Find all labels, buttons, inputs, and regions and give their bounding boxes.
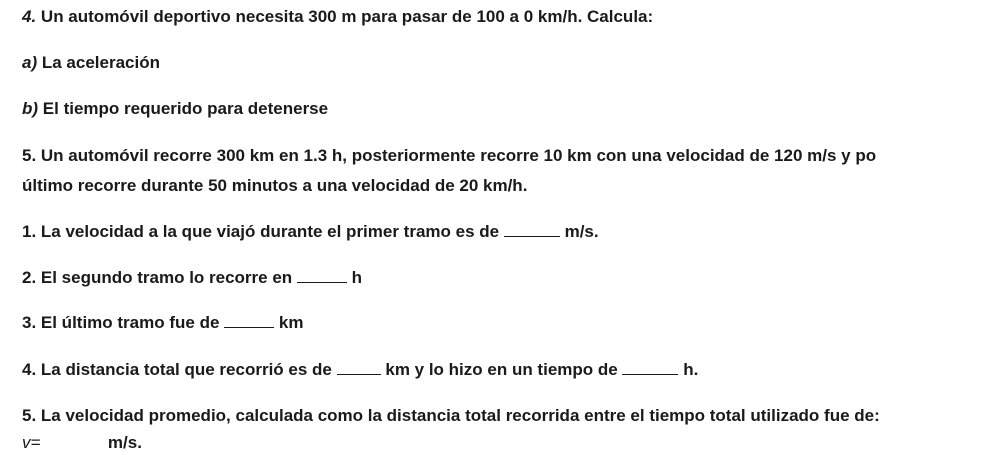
question-4-title: [22, 7, 653, 27]
question-5-item-1: [22, 222, 599, 242]
velocity-label: v=: [22, 433, 41, 452]
question-4b-text: El tiempo requerido para detenerse: [42, 99, 329, 118]
answer-blank: [224, 313, 274, 328]
item-1-unit: m/s.: [564, 222, 599, 241]
question-4a-text: La aceleración: [41, 53, 160, 72]
item-2-text: 2. El segundo tramo lo recorre en: [22, 268, 293, 287]
item-4-unit: h.: [683, 360, 699, 379]
answer-blank: [504, 222, 560, 237]
item-3-unit: km: [278, 313, 304, 332]
question-4-text: Un automóvil deportivo necesita 300 m para pasar de 100 a 0 km/h. Calcula:: [40, 7, 654, 26]
question-5-item-5: 5. La velocidad promedio, calculada como la distancia total recorrida entre el tiempo total utilizado fue de:: [22, 406, 880, 425]
question-5-item-2: [22, 268, 362, 288]
item-4-middle: km y lo hizo en un tiempo de: [385, 360, 618, 379]
question-5-item-3: [22, 313, 303, 333]
question-4a-label: a): [22, 53, 38, 72]
item-4-text: 4. La distancia total que recorrió es de: [22, 360, 332, 379]
item-2-unit: h: [351, 268, 363, 287]
question-4b: [22, 99, 328, 119]
velocity-unit: m/s.: [107, 433, 142, 452]
answer-blank: [622, 360, 678, 375]
velocity-answer-line: [22, 433, 142, 453]
question-5-line-1: 5. Un automóvil recorre 300 km en 1.3 h, posteriormente recorre 10 km con una velocidad de 120 m/s y po: [22, 146, 877, 165]
question-5-item-4: [22, 360, 698, 380]
question-4-number: 4.: [22, 7, 37, 26]
item-1-text: 1. La velocidad a la que viajó durante el primer tramo es de: [22, 222, 500, 241]
question-5-line-2: último recorre durante 50 minutos a una velocidad de 20 km/h.: [22, 176, 528, 195]
question-4b-label: b): [22, 99, 39, 118]
answer-blank: [297, 268, 347, 283]
question-4a: [22, 53, 160, 73]
item-3-text: 3. El último tramo fue de: [22, 313, 220, 332]
answer-blank: [337, 360, 381, 375]
